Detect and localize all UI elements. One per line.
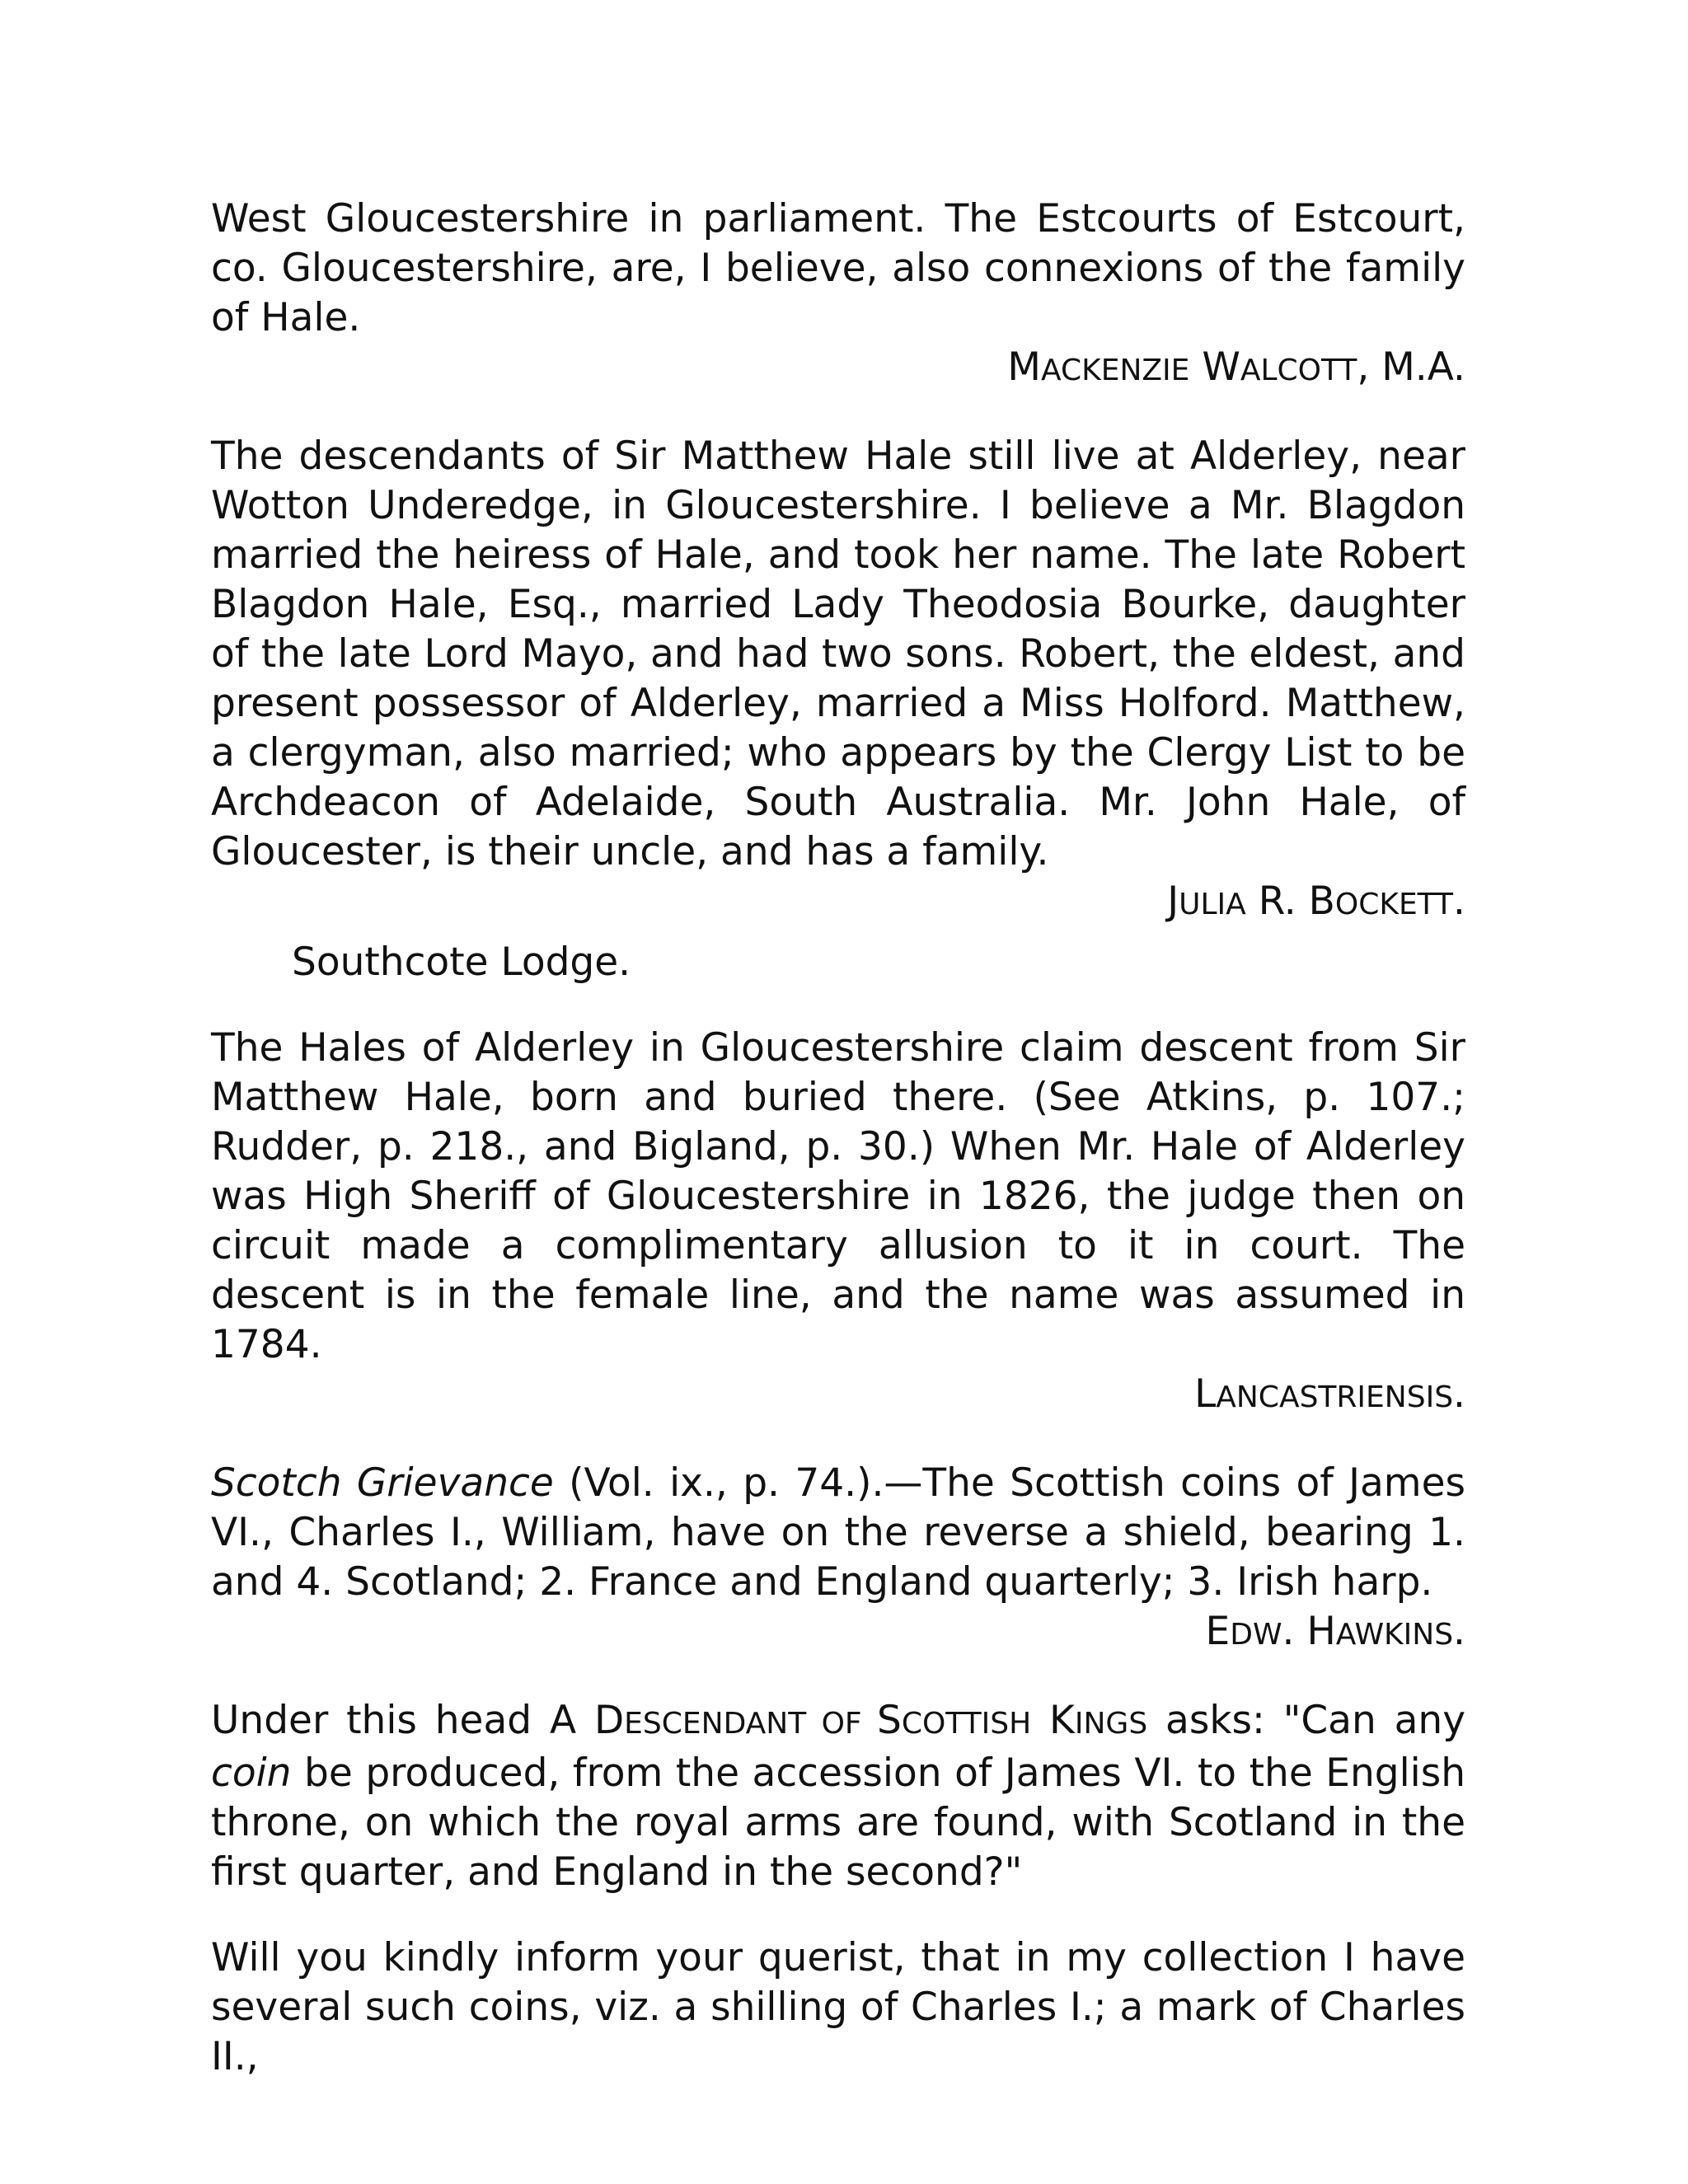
signature-bockett: JULIA R. BOCKETT. xyxy=(1167,879,1465,924)
place-southcote: Southcote Lodge. xyxy=(292,940,631,985)
spacer xyxy=(211,396,1465,432)
article-title: Scotch Grievance xyxy=(211,1460,554,1506)
spacer xyxy=(211,1897,1465,1933)
spacer xyxy=(211,930,1465,938)
paragraph-descendant-query: Under this head A DESCENDANT OF SCOTTISH KINGS asks: "Can any coin be produced, from the accession of James VI. to the English throne, on which the royal arms are found, with Scotland in the first quarter, and England in the second?" xyxy=(211,1698,1466,1895)
signature-lancastriensis: LANCASTRIENSIS. xyxy=(1194,1371,1465,1417)
paragraph-hales: The Hales of Alderley in Gloucestershire claim descent from Sir Matthew Hale, born and buried there. (See Atkins, p. 107.; Rudder, p. 218., and Bigland, p. 30.) When Mr. Hale of Alderley was High Sheriff of Gloucestershire in 1826, the judge then on circuit made a complimentary allusion to it in court. The descent is in the female line, and the name was assumed in 1784. xyxy=(211,1025,1465,1367)
spacer xyxy=(211,1422,1465,1459)
signature-hawkins: EDW. HAWKINS. xyxy=(1205,1609,1465,1654)
paragraph-collection: Will you kindly inform your querist, that in my collection I have several such coins, viz. a shilling of Charles I.; a mark of Charles II., xyxy=(211,1935,1465,2079)
spacer xyxy=(211,1660,1465,1696)
spacer xyxy=(211,987,1465,1024)
document-page xyxy=(211,194,1465,2082)
paragraph-scotch-grievance: Scotch Grievance (Vol. ix., p. 74.).—The Scottish coins of James VI., Charles I., William, have on the reverse a shield, bearing 1. and 4. Scotland; 2. France and England quarterly; 3. Irish harp. xyxy=(211,1460,1465,1605)
paragraph-descendants: The descendants of Sir Matthew Hale still live at Alderley, near Wotton Underedge, in Gloucestershire. I believe a Mr. Blagdon married the heiress of Hale, and took her name. The late Robert Blagdon Hale, Esq., married Lady Theodosia Bourke, daughter of the late Lord Mayo, and had two sons. Robert, the eldest, and present possessor of Alderley, married a Miss Holford. Matthew, a clergyman, also married; who appears by the Clergy List to be Archdeacon of Adelaide, South Australia. Mr. John Hale, of Gloucester, is their uncle, and has a family. xyxy=(211,434,1465,874)
signature-walcott: MACKENZIE WALCOTT, M.A. xyxy=(1007,344,1465,390)
paragraph-estcourts: West Gloucestershire in parliament. The Estcourts of Estcourt, co. Gloucestershire, are, I believe, also connexions of the family of Hale. xyxy=(211,196,1465,340)
